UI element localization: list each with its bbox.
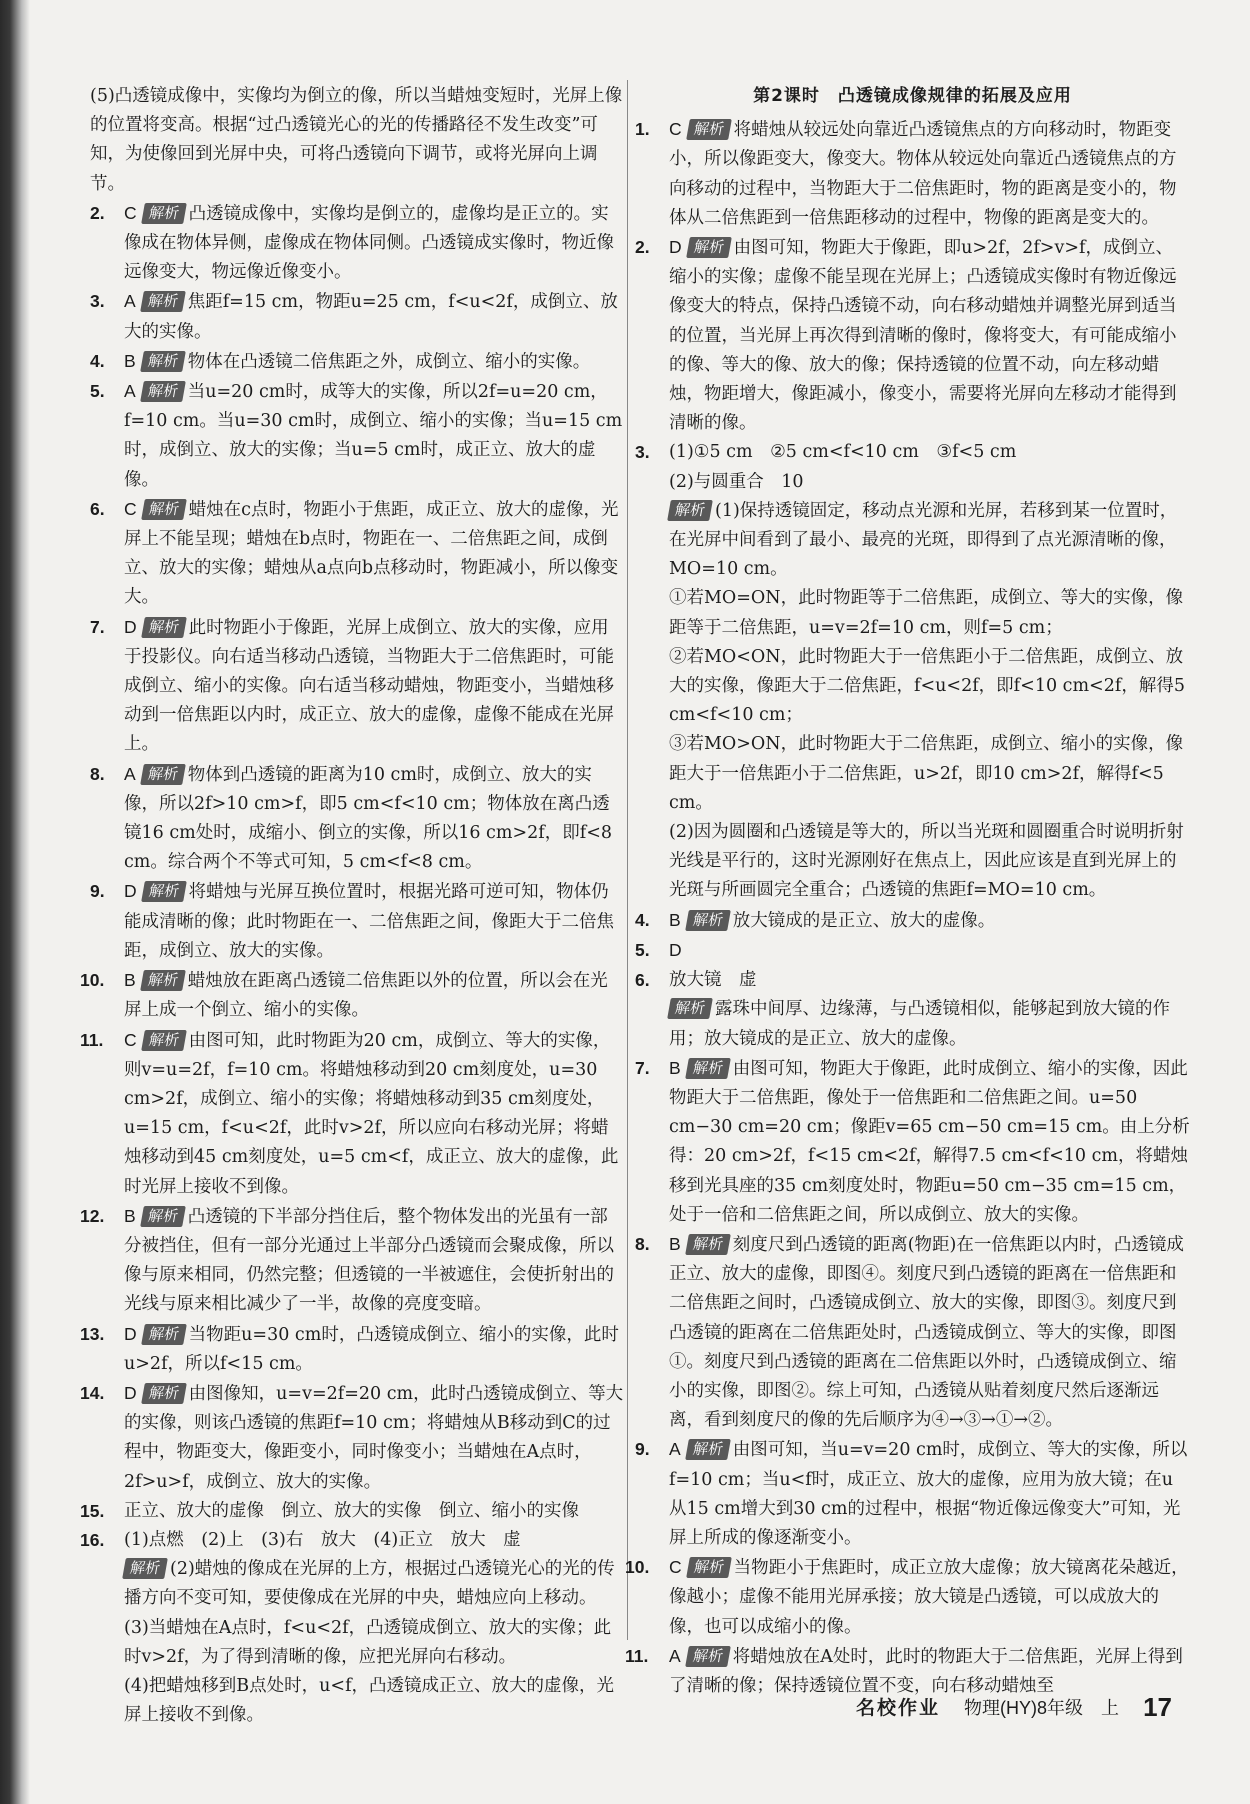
question-number: 7. — [90, 616, 105, 637]
analysis-tag: 解析 — [685, 1058, 731, 1079]
answer-text: 露珠中间厚、边缘薄，与凸透镜相似，能够起到放大镜的作用；放大镜成的是正立、放大的虚像。 — [669, 999, 1171, 1049]
answer-text: (1)点燃 (2)上 (3)右 放大 (4)正立 放大 虚 — [124, 1529, 521, 1550]
question-number: 13. — [80, 1323, 105, 1344]
answer-choice: B — [669, 1233, 681, 1254]
page-number: 17 — [1143, 1692, 1172, 1722]
left-column — [80, 82, 625, 1730]
analysis-tag: 解析 — [685, 1234, 731, 1255]
answer-text: 凸透镜成像中，实像均是倒立的，虚像均是正立的。实像成在物体异侧，虚像成在物体同侧。凸透镜成实像时，物近像远像变大，物远像近像变小。 — [124, 203, 614, 283]
analysis-tag: 解析 — [141, 1324, 187, 1345]
answer-item — [90, 613, 625, 760]
answer-subparagraph — [635, 497, 1190, 585]
answer-text: 将蜡烛从较远处向靠近凸透镜焦点的方向移动时，物距变小，所以像距变大，像变大。物体从较远处向靠近凸透镜焦点的方向移动的过程中，当物距大于二倍焦距时，物的距离是变小的，物体从二倍焦距到一倍焦距移动的过程中，物像的距离是变大的。 — [669, 120, 1177, 228]
question-number: 10. — [625, 1557, 650, 1578]
answer-item — [90, 347, 625, 377]
answer-text: (4)把蜡烛移到B点处时，u<f，凸透镜成正立、放大的虚像，光屏上接收不到像。 — [124, 1675, 615, 1726]
answer-text: 当u=20 cm时，成等大的实像，所以2f=u=20 cm，f=10 cm。当u=30 cm时，成倒立、缩小的实像；当u=15 cm时，成倒立、放大的实像；当u=5 cm时，成正立、放大的虚像。 — [124, 382, 623, 490]
answer-subparagraph — [635, 643, 1190, 731]
question-number: 5. — [635, 939, 650, 960]
answer-choice: D — [124, 1323, 137, 1344]
answer-choice: C — [124, 1029, 137, 1050]
question-number: 1. — [635, 119, 650, 140]
answer-item — [635, 1054, 1190, 1230]
answer-choice: A — [124, 291, 136, 312]
answer-text: 由图可知，物距大于像距，此时成倒立、缩小的实像，因此物距大于二倍焦距，像处于一倍焦距和二倍焦距之间。u=50 cm−30 cm=20 cm；像距v=65 cm−50 cm=15 cm。由上分析得：20 cm>2f，f<15 cm<2f，解得7.5 cm<f<10 cm，将蜡烛移到光具座的35 cm刻度处时，物距u=50 cm−35 cm=15 cm，处于一倍和二倍焦距之间，所以成倒立、放大的实像。 — [669, 1058, 1190, 1225]
answer-choice: D — [669, 939, 682, 960]
answer-subparagraph — [90, 1555, 625, 1613]
question-number: 6. — [90, 498, 105, 519]
answer-text: 由图可知，当u=v=20 cm时，成倒立、等大的实像，所以f=10 cm；当u<f时，成正立、放大的虚像，应用为放大镜；在u从15 cm增大到30 cm的过程中，根据“物近像远像变大”可知，光屏上所成的像逐渐变小。 — [669, 1440, 1188, 1548]
answer-choice: C — [669, 119, 682, 140]
answer-subparagraph — [635, 818, 1190, 906]
right-column — [625, 82, 1190, 1701]
answer-text: (5)凸透镜成像中，实像均为倒立的像，所以当蜡烛变短时，光屏上像的位置将变高。根据“过凸透镜光心的光的传播路径不发生改变”可知，为使像回到光屏中央，可将凸透镜向下调节，或将光屏向上调节。 — [90, 86, 623, 194]
answer-item — [90, 377, 625, 495]
answer-text: 凸透镜的下半部分挡住后，整个物体发出的光虽有一部分被挡住，但有一部分光通过上半部分凸透镜而会聚成像，所以像与原来相同，仍然完整；但透镜的一半被遮住，会使折射出的光线与原来相比减少了一半，故像的亮度变暗。 — [124, 1206, 614, 1315]
question-number: 9. — [90, 881, 105, 902]
question-number: 11. — [625, 1645, 649, 1666]
question-number: 4. — [635, 909, 650, 930]
answer-item — [80, 1526, 625, 1555]
answer-choice: D — [124, 616, 137, 637]
answer-text: (2)因为圆圈和凸透镜是等大的，所以当光斑和圆圈重合时说明折射光线是平行的，这时光源刚好在焦点上，因此应该是直到光屏上的光斑与所画圆完全重合；凸透镜的焦距f=MO=10 cm。 — [669, 822, 1184, 901]
answer-item — [635, 966, 1190, 995]
analysis-tag: 解析 — [685, 1439, 731, 1460]
answer-item — [80, 966, 625, 1025]
question-number: 6. — [635, 970, 650, 991]
analysis-tag: 解析 — [122, 1558, 168, 1579]
question-number: 14. — [80, 1382, 105, 1403]
question-number: 2. — [90, 202, 105, 223]
answer-text: 焦距f=15 cm，物距u=25 cm，f<u<2f，成倒立、放大的实像。 — [124, 292, 618, 342]
analysis-tag: 解析 — [686, 237, 732, 258]
answer-item — [635, 906, 1190, 936]
answer-subparagraph — [90, 1614, 625, 1672]
answer-item — [635, 438, 1190, 467]
answer-text: 由图可知，物距大于像距，即u>2f，2f>v>f，成倒立、缩小的实像；虚像不能呈现在光屏上；凸透镜成实像时有物近像远像变大的特点，保持凸透镜不动，向右移动蜡烛并调整光屏到适当的位置，当光屏上再次得到清晰的像时，像将变大，有可能成缩小的像、等大的像、放大的像；保持透镜的位置不动，向左移动蜡烛，物距增大，像距减小，像变小，需要将光屏向左移动才能得到清晰的像。 — [669, 238, 1177, 434]
question-number: 12. — [80, 1205, 105, 1226]
answer-item — [635, 115, 1190, 233]
answer-subparagraph — [635, 468, 1190, 497]
analysis-tag: 解析 — [141, 1383, 187, 1404]
answer-subparagraph — [90, 1672, 625, 1730]
analysis-tag: 解析 — [140, 1206, 186, 1227]
question-number: 3. — [635, 442, 650, 463]
answer-choice: C — [124, 498, 137, 519]
question-number: 2. — [635, 237, 650, 258]
answer-item — [635, 1435, 1190, 1553]
answer-text: 蜡烛放在距离凸透镜二倍焦距以外的位置，所以会在光屏上成一个倒立、缩小的实像。 — [124, 971, 608, 1021]
answer-choice: B — [124, 970, 136, 991]
analysis-tag: 解析 — [686, 119, 732, 140]
page-binding-shadow — [0, 0, 30, 1804]
question-number: 5. — [90, 381, 105, 402]
analysis-tag: 解析 — [141, 499, 187, 520]
right-column-items — [625, 115, 1190, 1701]
question-number: 8. — [635, 1233, 650, 1254]
answer-text: (1)保持透镜固定，移动点光源和光屏，若移到某一位置时，在光屏中间看到了最小、最亮的光斑，即得到了点光源清晰的像，MO=10 cm。 — [669, 500, 1178, 580]
answer-paragraph — [90, 82, 625, 199]
analysis-tag: 解析 — [140, 291, 186, 312]
answer-text: 当物距小于焦距时，成正立放大虚像；放大镜离花朵越近，像越小；虚像不能用光屏承接；放大镜是凸透镜，可以成放大的像，也可以成缩小的像。 — [669, 1558, 1189, 1637]
question-number: 16. — [80, 1529, 105, 1550]
answer-item — [635, 233, 1190, 438]
answer-item — [90, 495, 625, 613]
analysis-tag: 解析 — [686, 1557, 732, 1578]
answer-text: ③若MO>ON，此时物距大于二倍焦距，成倒立、缩小的实像，像距大于一倍焦距小于二倍焦距，u>2f，即10 cm>2f，解得f<5 cm。 — [669, 734, 1184, 813]
answer-item — [80, 1497, 625, 1526]
analysis-tag: 解析 — [141, 617, 187, 638]
answer-item — [80, 1202, 625, 1320]
answer-text: 当物距u=30 cm时，凸透镜成倒立、缩小的实像，此时u>2f，所以f<15 cm。 — [124, 1324, 619, 1374]
answer-choice: B — [669, 909, 681, 930]
answer-item — [635, 1230, 1190, 1435]
answer-item — [80, 1379, 625, 1497]
answer-choice: B — [124, 350, 136, 371]
answer-text: (2)与圆重合 10 — [669, 471, 804, 492]
answer-text: 放大镜 虚 — [669, 970, 757, 991]
answer-text: 物体在凸透镜二倍焦距之外，成倒立、缩小的实像。 — [187, 351, 591, 372]
answer-item — [90, 877, 625, 966]
answer-subparagraph — [635, 584, 1190, 642]
answer-choice: D — [124, 1382, 137, 1403]
answer-text: 物体到凸透镜的距离为10 cm时，成倒立、放大的实像，所以2f>10 cm>f，即5 cm<f<10 cm；物体放在离凸透镜16 cm处时，成缩小、倒立的实像，所以16 cm>2f，即f<8 cm。综合两个不等式可知，5 cm<f<8 cm。 — [124, 764, 612, 873]
answer-item — [90, 199, 625, 288]
question-number: 7. — [635, 1057, 650, 1078]
answer-text: (3)当蜡烛在A点时，f<u<2f，凸透镜成倒立、放大的实像；此时v>2f，为了得到清晰的像，应把光屏向右移动。 — [124, 1617, 612, 1667]
analysis-tag: 解析 — [140, 351, 186, 372]
column-divider — [627, 80, 628, 1640]
lesson-title: 第2课时 凸透镜成像规律的拓展及应用 — [753, 86, 1072, 106]
answer-choice: B — [124, 1205, 136, 1226]
question-number: 15. — [80, 1500, 105, 1521]
analysis-tag: 解析 — [140, 764, 186, 785]
answer-item — [625, 1553, 1190, 1642]
answer-item — [90, 760, 625, 878]
answer-choice: D — [124, 881, 137, 902]
question-number: 8. — [90, 763, 105, 784]
answer-text: 由图像知，u=v=2f=20 cm，此时凸透镜成倒立、等大的实像，则该凸透镜的焦距f=10 cm；将蜡烛从B移动到C的过程中，物距变大，像距变小，同时像变小；当蜡烛在A点时，2f>u>f，成倒立、放大的实像。 — [124, 1383, 624, 1492]
question-number: 10. — [80, 970, 105, 991]
answer-item — [90, 287, 625, 346]
analysis-tag: 解析 — [685, 1646, 731, 1667]
answer-choice: C — [124, 202, 137, 223]
page-footer — [856, 1692, 1172, 1723]
answer-text: ①若MO=ON，此时物距等于二倍焦距，成倒立、等大的实像，像距等于二倍焦距，u=v=2f=10 cm，则f=5 cm； — [669, 588, 1184, 638]
answer-choice: A — [669, 1645, 681, 1666]
question-number: 11. — [80, 1029, 104, 1050]
answer-subparagraph — [635, 995, 1190, 1053]
answer-text: 蜡烛在c点时，物距小于焦距，成正立、放大的虚像，光屏上不能呈现；蜡烛在b点时，物距在一、二倍焦距之间，成倒立、放大的实像；蜡烛从a点向b点移动时，物距减小，所以像变大。 — [124, 499, 619, 608]
answer-choice: B — [669, 1057, 681, 1078]
answer-text: 正立、放大的虚像 倒立、放大的实像 倒立、缩小的实像 — [124, 1500, 579, 1521]
question-number: 9. — [635, 1439, 650, 1460]
answer-item — [80, 1026, 625, 1202]
analysis-tag: 解析 — [685, 910, 731, 931]
answer-text: ②若MO<ON，此时物距大于一倍焦距小于二倍焦距，成倒立、放大的实像，像距大于二倍焦距，f<u<2f，即f<10 cm<2f，解得5 cm<f<10 cm； — [669, 646, 1185, 726]
question-number: 4. — [90, 350, 105, 371]
answer-text: 由图可知，此时物距为20 cm，成倒立、等大的实像，则v=u=2f，f=10 cm。将蜡烛移动到20 cm刻度处，u=30 cm>2f，成倒立、缩小的实像；将蜡烛移动到35 cm刻度处，u=15 cm，f<u<2f，此时v>2f，所以应向右移动光屏；将蜡烛移动到45 cm刻度处，u=5 cm<f，成正立、放大的虚像，此时光屏上接收不到像。 — [124, 1030, 619, 1197]
analysis-tag: 解析 — [140, 970, 186, 991]
answer-item — [635, 936, 1190, 966]
answer-text: 刻度尺到凸透镜的距离(物距)在一倍焦距以内时，凸透镜成正立、放大的虚像，即图④。刻度尺到凸透镜的距离在一倍焦距和二倍焦距之间时，凸透镜成倒立、放大的实像，即图③。刻度尺到凸透镜的距离在二倍焦距处时，凸透镜成倒立、等大的实像，即图①。刻度尺到凸透镜的距离在二倍焦距以外时，凸透镜成倒立、缩小的实像，即图②。综上可知，凸透镜从贴着刻度尺然后逐渐远离，看到刻度尺的像的先后顺序为④→③→①→②。 — [669, 1234, 1184, 1431]
answer-text: 将蜡烛放在A处时，此时的物距大于二倍焦距，光屏上得到了清晰的像；保持透镜位置不变，向右移动蜡烛至 — [669, 1646, 1183, 1696]
answer-choice: D — [669, 237, 682, 258]
analysis-tag: 解析 — [141, 881, 187, 902]
analysis-tag: 解析 — [141, 203, 187, 224]
answer-text: 此时物距小于像距，光屏上成倒立、放大的实像，应用于投影仪。向右适当移动凸透镜，当物距大于二倍焦距时，可能成倒立、缩小的实像。向右适当移动蜡烛，物距变小，当蜡烛移动到一倍焦距以内时，成正立、放大的虚像，虚像不能成在光屏上。 — [124, 617, 614, 755]
answer-item — [80, 1320, 625, 1379]
answer-choice: C — [669, 1557, 682, 1578]
answer-text: 放大镜成的是正立、放大的虚像。 — [732, 910, 996, 931]
brand-name: 名校作业 — [855, 1697, 940, 1719]
analysis-tag: 解析 — [141, 1030, 187, 1051]
answer-choice: A — [124, 381, 136, 402]
question-number: 3. — [90, 291, 105, 312]
answer-text: (1)①5 cm ②5 cm<f<10 cm ③f<5 cm — [669, 442, 1017, 463]
analysis-tag: 解析 — [667, 998, 713, 1019]
analysis-tag: 解析 — [140, 381, 186, 402]
answer-choice: A — [669, 1439, 681, 1460]
answer-subparagraph — [635, 730, 1190, 818]
answer-choice: A — [124, 763, 136, 784]
answer-text: 将蜡烛与光屏互换位置时，根据光路可逆可知，物体仍能成清晰的像；此时物距在一、二倍焦距之间，像距大于二倍焦距，成倒立、放大的实像。 — [124, 882, 614, 961]
analysis-tag: 解析 — [667, 500, 713, 521]
subject-label: 物理(HY)8年级 上 — [964, 1698, 1120, 1718]
answer-text: (2)蜡烛的像成在光屏的上方，根据过凸透镜光心的光的传播方向不变可知，要使像成在光屏的中央，蜡烛应向上移动。 — [124, 1559, 615, 1609]
